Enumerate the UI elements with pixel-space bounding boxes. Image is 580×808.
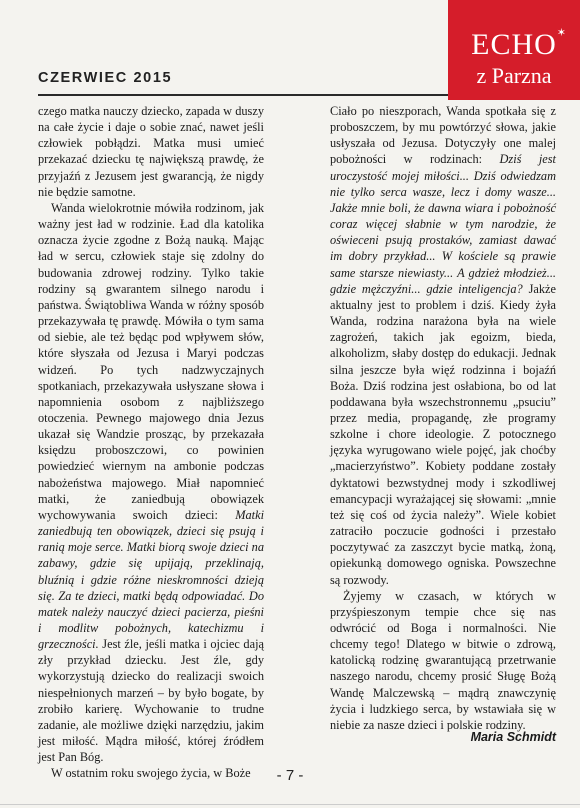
logo-title: ECHO xyxy=(471,28,557,61)
footer-divider xyxy=(0,804,580,805)
magazine-logo xyxy=(448,0,580,100)
paragraph xyxy=(38,200,264,765)
header-rule xyxy=(38,94,476,96)
page-number: - 7 - xyxy=(276,767,304,784)
author-signature: Maria Schmidt xyxy=(470,730,556,744)
paragraph: W ostatnim roku swojego życia, w Boże xyxy=(51,766,251,781)
issue-date: CZERWIEC 2015 xyxy=(38,70,173,86)
quote-text: Matki zaniedbują ten obowiązek, dzieci się psują i ranią moje serce. Matki biorą swoje dzieci na zabawy, gdzie się upijają, przeklinają, bluźnią i gdzie różne nieskromności dzieją się. Za te dzieci, matki będą odpowiadać. Do matek należy nauczyć dzieci pacierza, pieśni i modlitw pobożnych, katechizmu i grzeczności. xyxy=(38,507,264,652)
paragraph: Żyjemy w czasach, w których w przyśpieszonym tempie chce się nas odwrócić od Boga i normalności. Nie chcemy tego! Dlatego w bitwie o zdrową, katolicką rodzinę gwarantującą przetrwanie naszego narodu, chcemy prosić Sługę Bożą Wandę Malczewską – mądrą znawczynię życia i ludzkiego serca, by wstawiała się w niebie za nasze dzieci i polskie rodziny. xyxy=(330,588,556,732)
logo-star-icon: ✶ xyxy=(556,27,566,39)
article-column-right xyxy=(330,103,556,733)
paragraph: czego matka nauczy dziecko, zapada w duszy na całe życie i daje o sobie znać, nawet jeśli człowiek pobłądzi. Matka musi umieć przekazać dziecku tę największą prawdę, że przyjaźń z Jezusem jest gwarancją, że nigdy nie będzie samotne. xyxy=(38,104,264,199)
paragraph-text: Wanda wielokrotnie mówiła rodzinom, jak ważny jest ład w rodzinie. Ład dla katolika oznacza życie zgodne z Bożą nauką. Mając ład w sercu, człowiek staje się zdolny do budowania zdrowej rodziny. Tylko takie rodziny są gwarantem silnego narodu i państwa. Świątobliwa Wanda w różny sposób przekazywała tę prawdę. Mówiła o tym sama od siebie, ale też będąc pod wpływem słów, które słyszała od Jezusa i Maryi podczas widzeń. Po tych nadzwyczajnych spotkaniach, przekazywała usłyszane słowa i napomnienia osobom z najbliższego otoczenia. Pewnego majowego dnia Jezus ukazał się Wandzie prosząc, by przekazała księdzu proboszczowi, co powinien powiedzieć wiernym na ambonie podczas nabożeństwa majowego. Miał napomnieć matki, że zaniedbują obowiązek wychowywania swoich dzieci: xyxy=(38,200,264,522)
quote-text: Dziś jest uroczystość mojej miłości... Dziś odwiedzam nie tylko serca wasze, lecz i domy wasze... Jakże mnie boli, że dawna wiara i pobożność coraz więcej słabnie w tym narodzie, że oświeceni psują prostaków, zamiast dawać im dobry przykład... W kościele są prawie same starsze niewiasty... A gdzież młodzież... gdzie mężczyźni... gdzie inteligencja? xyxy=(330,152,556,296)
logo-subtitle: z Parzna xyxy=(476,63,552,88)
paragraph-text: Jakże aktualny jest to problem i dziś. Kiedy żyła Wanda, rodzina narażona była na wiele zagrożeń, takich jak egoizm, bieda, alkoholizm, słaby dostęp do edukacji. Jednak silna jeszcze była więź rodzinna i bojaźń Boża. Dziś rodzina jest osłabiona, bo od lat poddawana była wszechstronnemu „psuciu” przez media, propagandę, złe programy szkolne i chore ideologie. Z potocznego języka wyrugowano wiele pojęć, jak choćby „macierzyństwo”. Kobiety poddane zostały dyktatowi bezwstydnej mody i szkodliwej emancypacji wyrażającej się słowami: „mnie też się coś od życia należy”. Wiele kobiet zatraciło poczucie godności i przestało poczytywać za zaszczyt bycie matką, żoną, opiekunką domowego ogniska. Powszechne są rozwody. xyxy=(330,281,556,587)
paragraph-text: Jest źle, jeśli matka i ojciec dają zły przykład dziecku. Jest źle, gdy wykorzystują dziecko do realizacji swoich niespełnionych marzeń – by było bogate, by zrobiło karierę. Wychowanie to trudne zadanie, ale możliwe dzięki narzędziu, jakim jest miłość. Mądra miłość, której źródłem jest Pan Bóg. xyxy=(38,637,264,765)
paragraph-text: Ciało po nieszporach, Wanda spotkała się z proboszczem, by mu powtórzyć słowa, jakie usłyszała od Jezusa. Dotyczyły one malej pobożności w rodzinach: xyxy=(330,104,556,167)
paragraph xyxy=(330,103,556,588)
article-column-left xyxy=(38,103,264,782)
